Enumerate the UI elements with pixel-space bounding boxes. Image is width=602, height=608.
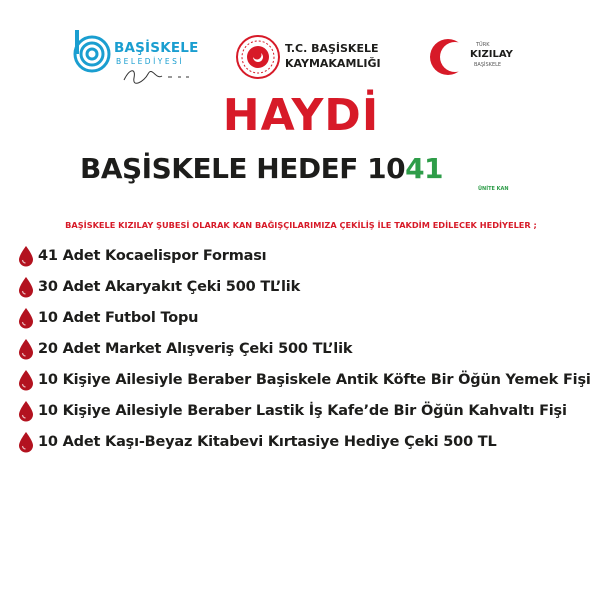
blood-drop-icon [18, 400, 34, 422]
prize-item [18, 271, 598, 302]
blood-drop-icon [18, 369, 34, 391]
blood-drop-icon [18, 431, 34, 453]
blood-drop-icon [18, 245, 34, 267]
kaymakamlik-line2: KAYMAKAMLIĞI [285, 57, 381, 70]
blood-drop-icon [18, 276, 34, 298]
basiskele-municipality-logo [72, 28, 202, 88]
prize-text: 10 Adet Kaşı-Beyaz Kitabevi Kırtasiye Hediye Çeki 500 TL [38, 433, 497, 450]
prize-item [18, 395, 598, 426]
logo-row [0, 0, 602, 95]
municipality-name: BAŞİSKELE [114, 40, 199, 56]
prize-item [18, 333, 598, 364]
target-number-dark: 10 [367, 152, 406, 185]
announcement: BAŞİSKELE KIZILAY ŞUBESİ OLARAK KAN BAĞIŞÇILARIMIZA ÇEKİLİŞ İLE TAKDİM EDİLECEK HEDİYELER ; [65, 220, 537, 230]
subheadline-text: BAŞİSKELE HEDEF [80, 152, 368, 185]
prize-text: 10 Adet Futbol Topu [38, 309, 199, 326]
basiskele-b-icon [72, 28, 112, 74]
kizilay-name: KIZILAY [470, 49, 513, 60]
signature [122, 66, 202, 86]
kizilay-top: TÜRK [476, 42, 490, 48]
crescent-icon [428, 34, 468, 80]
seal-icon [235, 34, 281, 80]
prize-text: 20 Adet Market Alışveriş Çeki 500 TL’lik [38, 340, 353, 357]
prize-item [18, 426, 598, 457]
prize-text: 41 Adet Kocaelispor Forması [38, 247, 267, 264]
municipality-sub: BELEDİYESİ [116, 57, 185, 66]
unit-label: ÜNİTE KAN [478, 186, 509, 192]
prize-list [18, 240, 598, 457]
prize-text: 10 Kişiye Ailesiyle Beraber Lastik İş Kafe’de Bir Öğün Kahvaltı Fişi [38, 402, 567, 419]
prize-item [18, 364, 598, 395]
kizilay-bottom: BAŞİSKELE [474, 62, 502, 68]
blood-drop-icon [18, 338, 34, 360]
headline: HAYDİ [222, 90, 380, 141]
kaymakamlik-logo [235, 34, 395, 84]
kaymakamlik-line1: T.C. BAŞİSKELE [285, 42, 379, 55]
prize-item [18, 240, 598, 271]
prize-text: 30 Adet Akaryakıt Çeki 500 TL’lik [38, 278, 301, 295]
subheadline [80, 152, 443, 185]
prize-item [18, 302, 598, 333]
target-number-green: 41 [405, 152, 444, 185]
kizilay-logo [428, 34, 538, 84]
prize-text: 10 Kişiye Ailesiyle Beraber Başiskele Antik Köfte Bir Öğün Yemek Fişi [38, 371, 591, 388]
blood-drop-icon [18, 307, 34, 329]
